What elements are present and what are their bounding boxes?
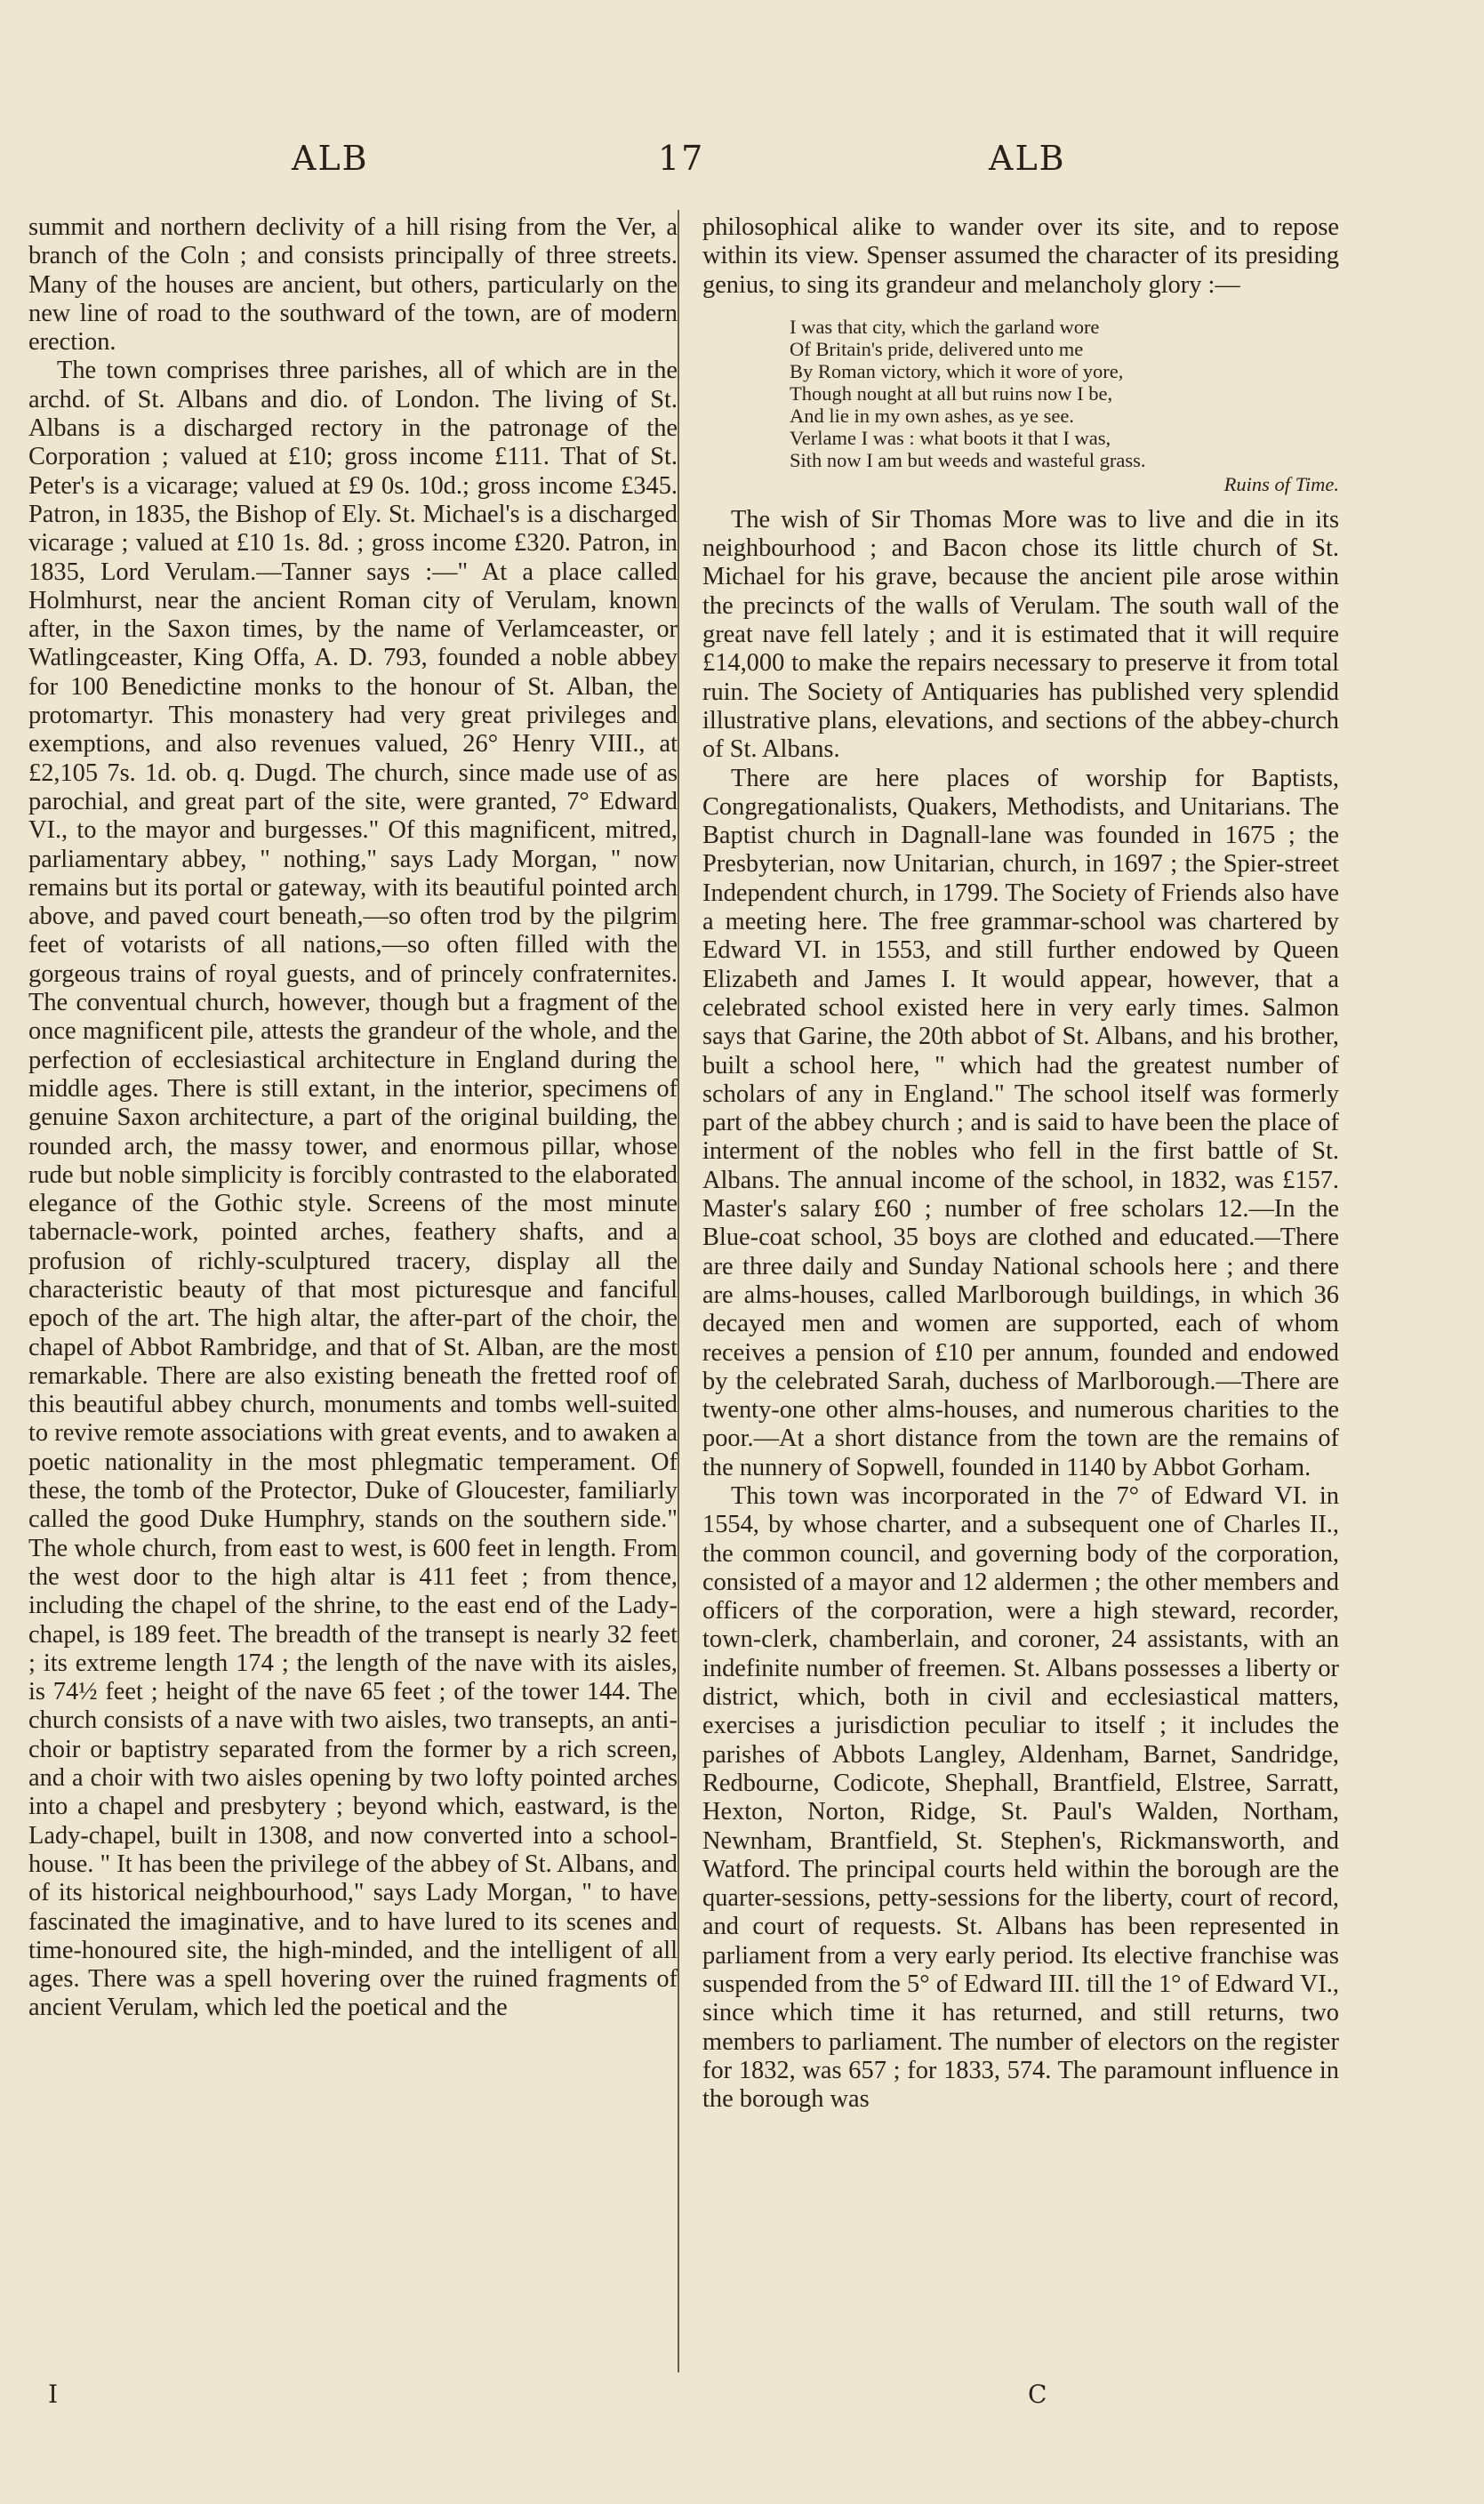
poem-line: By Roman victory, which it wore of yore, bbox=[790, 359, 1124, 382]
signature-mark-left: I bbox=[48, 2380, 59, 2409]
poem-line: Though nought at all but ruins now I be, bbox=[790, 381, 1113, 405]
header-right-catchword: ALB bbox=[989, 139, 1066, 178]
poem-line: Verlame I was : what boots it that I was, bbox=[790, 426, 1111, 449]
left-paragraph-2: The town comprises three parishes, all of which are in the archd. of St. Albans and dio. of London. The living of St. Albans is a discharged rectory in the patronage of the Corporation ; valued at £10; gross income £111. That of St. Peter's is a vicarage; valued at £9 0s. 10d.; gross income £345. Patron, in 1835, the Bishop of Ely. St. Michael's is a discharged vicarage ; valued at £10 1s. 8d. ; gross income £320. Patron, in 1835, Lord Verulam.—Tanner says :—" At a place called Holmhurst, near the ancient Roman city of Verulam, known after, in the Saxon times, by the name of Verlamceaster, or Watlingceaster, King Offa, A. D. 793, founded a noble abbey for 100 Benedictine monks to the honour of St. Alban, the protomartyr. This monastery had very great privileges and exemptions, and also revenues valued, 26° Henry VIII., at £2,105 7s. 1d. ob. q. Dugd. The church, since made use of as parochial, and great part of the site, were granted, 7° Edward VI., to the mayor and burgesses." Of this magnificent, mitred, parliamentary abbey, " nothing," says Lady Morgan, " now remains but its portal or gateway, with its beautiful pointed arch above, and paved court beneath,—so often trod by the pilgrim feet of votarists of all nations,—so often filled with the gorgeous trains of royal guests, and of princely confraternites. The conventual church, however, though but a fragment of the once magnificent pile, attests the grandeur of the whole, and the perfection of ecclesiastical architecture in England during the middle ages. There is still extant, in the interior, specimens of genuine Saxon architecture, a part of the original building, the rounded arch, the massy tower, and enormous pillar, whose rude but noble simplicity is forcibly contrasted to the elaborated elegance of the Gothic style. Screens of the most minute tabernacle-work, pointed arches, feathery shafts, and a profusion of richly-sculptured tracery, display all the characteristic beauty of that most picturesque and fanciful epoch of the art. The high altar, the after-part of the choir, the chapel of Abbot Rambridge, and that of St. Alban, are the most remarkable. There are also existing beneath the fretted roof of this beautiful abbey church, monuments and tombs well-suited to revive remote associations with great events, and to awaken a poetic nationality in the most phlegmatic temperament. Of these, the tomb of the Protector, Duke of Gloucester, familiarly called the good Duke Humphry, stands on the southern side." The whole church, from east to west, is 600 feet in length. From the west door to the high altar is 411 feet ; from thence, including the chapel of the shrine, to the east end of the Lady-chapel, is 189 feet. The breadth of the transept is nearly 32 feet ; its extreme length 174 ; the length of the nave with its aisles, is 74½ feet ; height of the nave 65 feet ; of the tower 144. The church consists of a nave with two aisles, two transepts, an anti-choir or baptistry separated from the former by a rich screen, and a choir with two aisles opening by two lofty pointed arches into a chapel and presbytery ; beyond which, eastward, is the Lady-chapel, built in 1308, and now converted into a school-house. " It has been the privilege of the abbey of St. Albans, and of its historical neighbourhood," says Lady Morgan, " to have fascinated the imaginative, and to have lured to its scenes and time-honoured site, the high-minded, and the intelligent of all ages. There was a spell hovering over the ruined fragments of ancient Verulam, which led the poetical and the bbox=[28, 357, 678, 2022]
page-number: 17 bbox=[658, 139, 705, 178]
header-left-catchword: ALB bbox=[292, 139, 369, 178]
signature-mark-right: C bbox=[1028, 2380, 1047, 2409]
right-intro-paragraph: philosophical alike to wander over its site, and to repose within its view. Spenser assumed the character of its presiding genius, to sing its grandeur and melancholy glory :— bbox=[702, 213, 1339, 299]
poem-line: I was that city, which the garland wore bbox=[790, 315, 1100, 338]
poem-line: And lie in my own ashes, as ye see. bbox=[790, 404, 1074, 427]
right-paragraph-2: There are here places of worship for Baptists, Congregationalists, Quakers, Methodists, and Unitarians. The Baptist church in Dagnall-lane was founded in 1675 ; the Presbyterian, now Unitarian, church, in 1697 ; the Spier-street Independent church, in 1799. The Society of Friends also have a meeting here. The free grammar-school was chartered by Edward VI. in 1553, and still further endowed by Queen Elizabeth and James I. It would appear, however, that a celebrated school existed here in very early times. Salmon says that Garine, the 20th abbot of St. Albans, and his brother, built a school here, " which had the greatest number of scholars of any in England." The school itself was formerly part of the abbey church ; and is said to have been the place of interment of the nobles who fell in the first battle of St. Albans. The annual income of the school, in 1832, was £157. Master's salary £60 ; number of free scholars 12.—In the Blue-coat school, 35 boys are clothed and educated.—There are three daily and Sunday National schools here ; and there are alms-houses, called Marlborough buildings, in which 36 decayed men and women are supported, each of whom receives a pension of £10 per annum, founded and endowed by the celebrated Sarah, duchess of Marlborough.—There are twenty-one other alms-houses, and numerous charities to the poor.—At a short distance from the town are the remains of the nunnery of Sopwell, founded in 1140 by Abbot Gorham. bbox=[702, 764, 1339, 1481]
poem-quotation bbox=[790, 316, 1339, 495]
left-column bbox=[28, 213, 678, 2023]
poem-line: Of Britain's pride, delivered unto me bbox=[790, 337, 1084, 360]
right-paragraph-1: The wish of Sir Thomas More was to live and die in its neighbourhood ; and Bacon chose its little church of St. Michael for his grave, because the ancient pile arose within the precincts of the walls of Verulam. The south wall of the great nave fell lately ; and it is estimated that it will require £14,000 to make the repairs necessary to preserve it from total ruin. The Society of Antiquaries has published very splendid illustrative plans, elevations, and sections of the abbey-church of St. Albans. bbox=[702, 505, 1339, 764]
left-paragraph-1: summit and northern declivity of a hill rising from the Ver, a branch of the Coln ; and consists principally of three streets. Many of the houses are ancient, but others, particularly on the new line of road to the southward of the town, are of modern erection. bbox=[28, 213, 678, 357]
column-divider bbox=[678, 210, 679, 2372]
poem-attribution: Ruins of Time. bbox=[1223, 472, 1339, 495]
poem-line: Sith now I am but weeds and wasteful grass. bbox=[790, 448, 1146, 471]
right-column bbox=[702, 213, 1339, 2115]
right-paragraph-3: This town was incorporated in the 7° of Edward VI. in 1554, by whose charter, and a subsequent one of Charles II., the common council, and governing body of the corporation, consisted of a mayor and 12 aldermen ; the other members and officers of the corporation, were a high steward, recorder, town-clerk, chamberlain, and coroner, 24 assistants, with an indefinite number of freemen. St. Albans possesses a liberty or district, which, both in civil and ecclesiastical matters, exercises a jurisdiction peculiar to itself ; it includes the parishes of Abbots Langley, Aldenham, Barnet, Sandridge, Redbourne, Codicote, Shephall, Brantfield, Elstree, Sarratt, Hexton, Norton, Ridge, St. Paul's Walden, Northam, Newnham, Brantfield, St. Stephen's, Rickmansworth, and Watford. The principal courts held within the borough are the quarter-sessions, petty-sessions for the liberty, court of record, and court of requests. St. Albans has been represented in parliament from a very early period. Its elective franchise was suspended from the 5° of Edward III. till the 1° of Edward VI., since which time it has returned, and still returns, two members to parliament. The number of electors on the register for 1832, was 657 ; for 1833, 574. The paramount influence in the borough was bbox=[702, 1481, 1339, 2114]
